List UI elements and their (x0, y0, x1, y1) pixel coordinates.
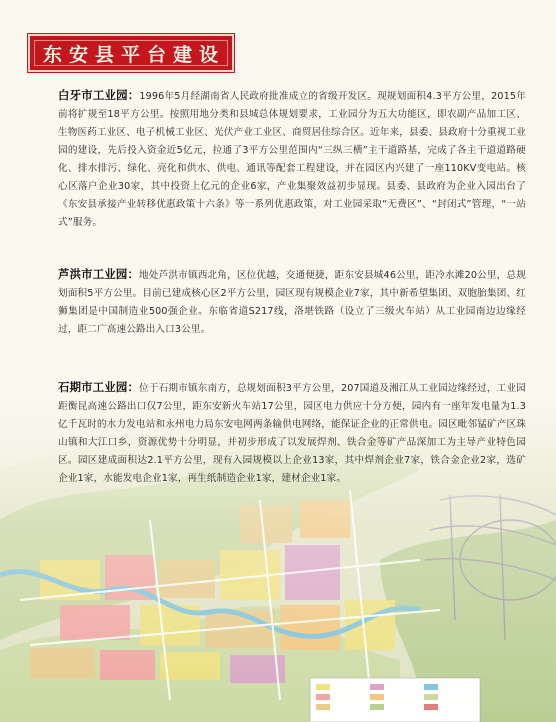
section-heading: 石期市工业园： (58, 380, 140, 394)
section-shiqi-industrial-park (36, 378, 526, 488)
section-baiya-industrial-park (36, 86, 526, 232)
section-luhong-industrial-park (36, 265, 526, 339)
section-body: 1996年5月经湖南省人民政府批准成立的省级开发区。现规划面积4.3平方公里，2015年前将扩规至18平方公里。按照用地分类和县城总体规划要求，工业园分为五大功能区，即农副产品加工区、生物医药工业区、电子机械工业区、光伏产业工业区、商贸居住综合区。近年来，县委、县政府十分重视工业园的建设，先后投入资金近5亿元，拉通了3平方公里范围内“三纵三横”主干道路基，完成了各主干道道路硬化、排水排污、绿化、亮化和供水、供电、通讯等配套工程建设，并在园区内兴建了一座110KV变电站。核心区落户企业30家，其中投资上亿元的企业6家，产业集聚效益初步显现。县委、县政府为企业入园出台了《东安县承接产业转移优惠政策十六条》等一系列优惠政策，对工业园采取“无费区”、“封闭式”管理，“一站式”服务。 (58, 91, 526, 228)
section-heading: 芦洪市工业园： (58, 267, 140, 281)
section-body: 地处芦洪市镇西北角，区位优越，交通便捷，距东安县城46公里，距冷水滩20公里，总规划面积5平方公里。目前已建成核心区2平方公里，园区现有规模企业7家，其中新希望集团、双胞胎集团、红狮集团是中国制造业500强企业。东临省道S217线，洛堪铁路（设立了三级火车站）从工业园南边边缘经过，距二广高速公路出入口3公里。 (58, 270, 526, 335)
title-banner (28, 34, 234, 72)
section-heading: 白牙市工业园： (58, 88, 140, 102)
section-paragraph (36, 265, 526, 339)
section-body: 位于石期市镇东南方，总规划面积3平方公里，207国道及湘江从工业园边缘经过，工业园距衡昆高速公路出口仅7公里，距东安新火车站17公里，园区电力供应十分方便，园内有一座年发电量为1.3亿千瓦时的水力发电站和永州电力局东安电网两条输供电网络，能保证企业的正常供电。园区毗邻锰矿产区珠山镇和大江口乡，资源优势十分明显，并初步形成了以发展焊剂、铁合金等矿产品深加工为主导产业特色园区。园区建成面积达2.1平方公里，现有入园规模以上企业13家，其中焊剂企业7家，铁合金企业2家，选矿企业1家，水能发电企业1家，再生纸制造企业1家，建材企业1家。 (58, 383, 526, 484)
section-paragraph (36, 378, 526, 488)
page-title: 东安县平台建设 (42, 43, 225, 66)
section-paragraph (36, 86, 526, 232)
